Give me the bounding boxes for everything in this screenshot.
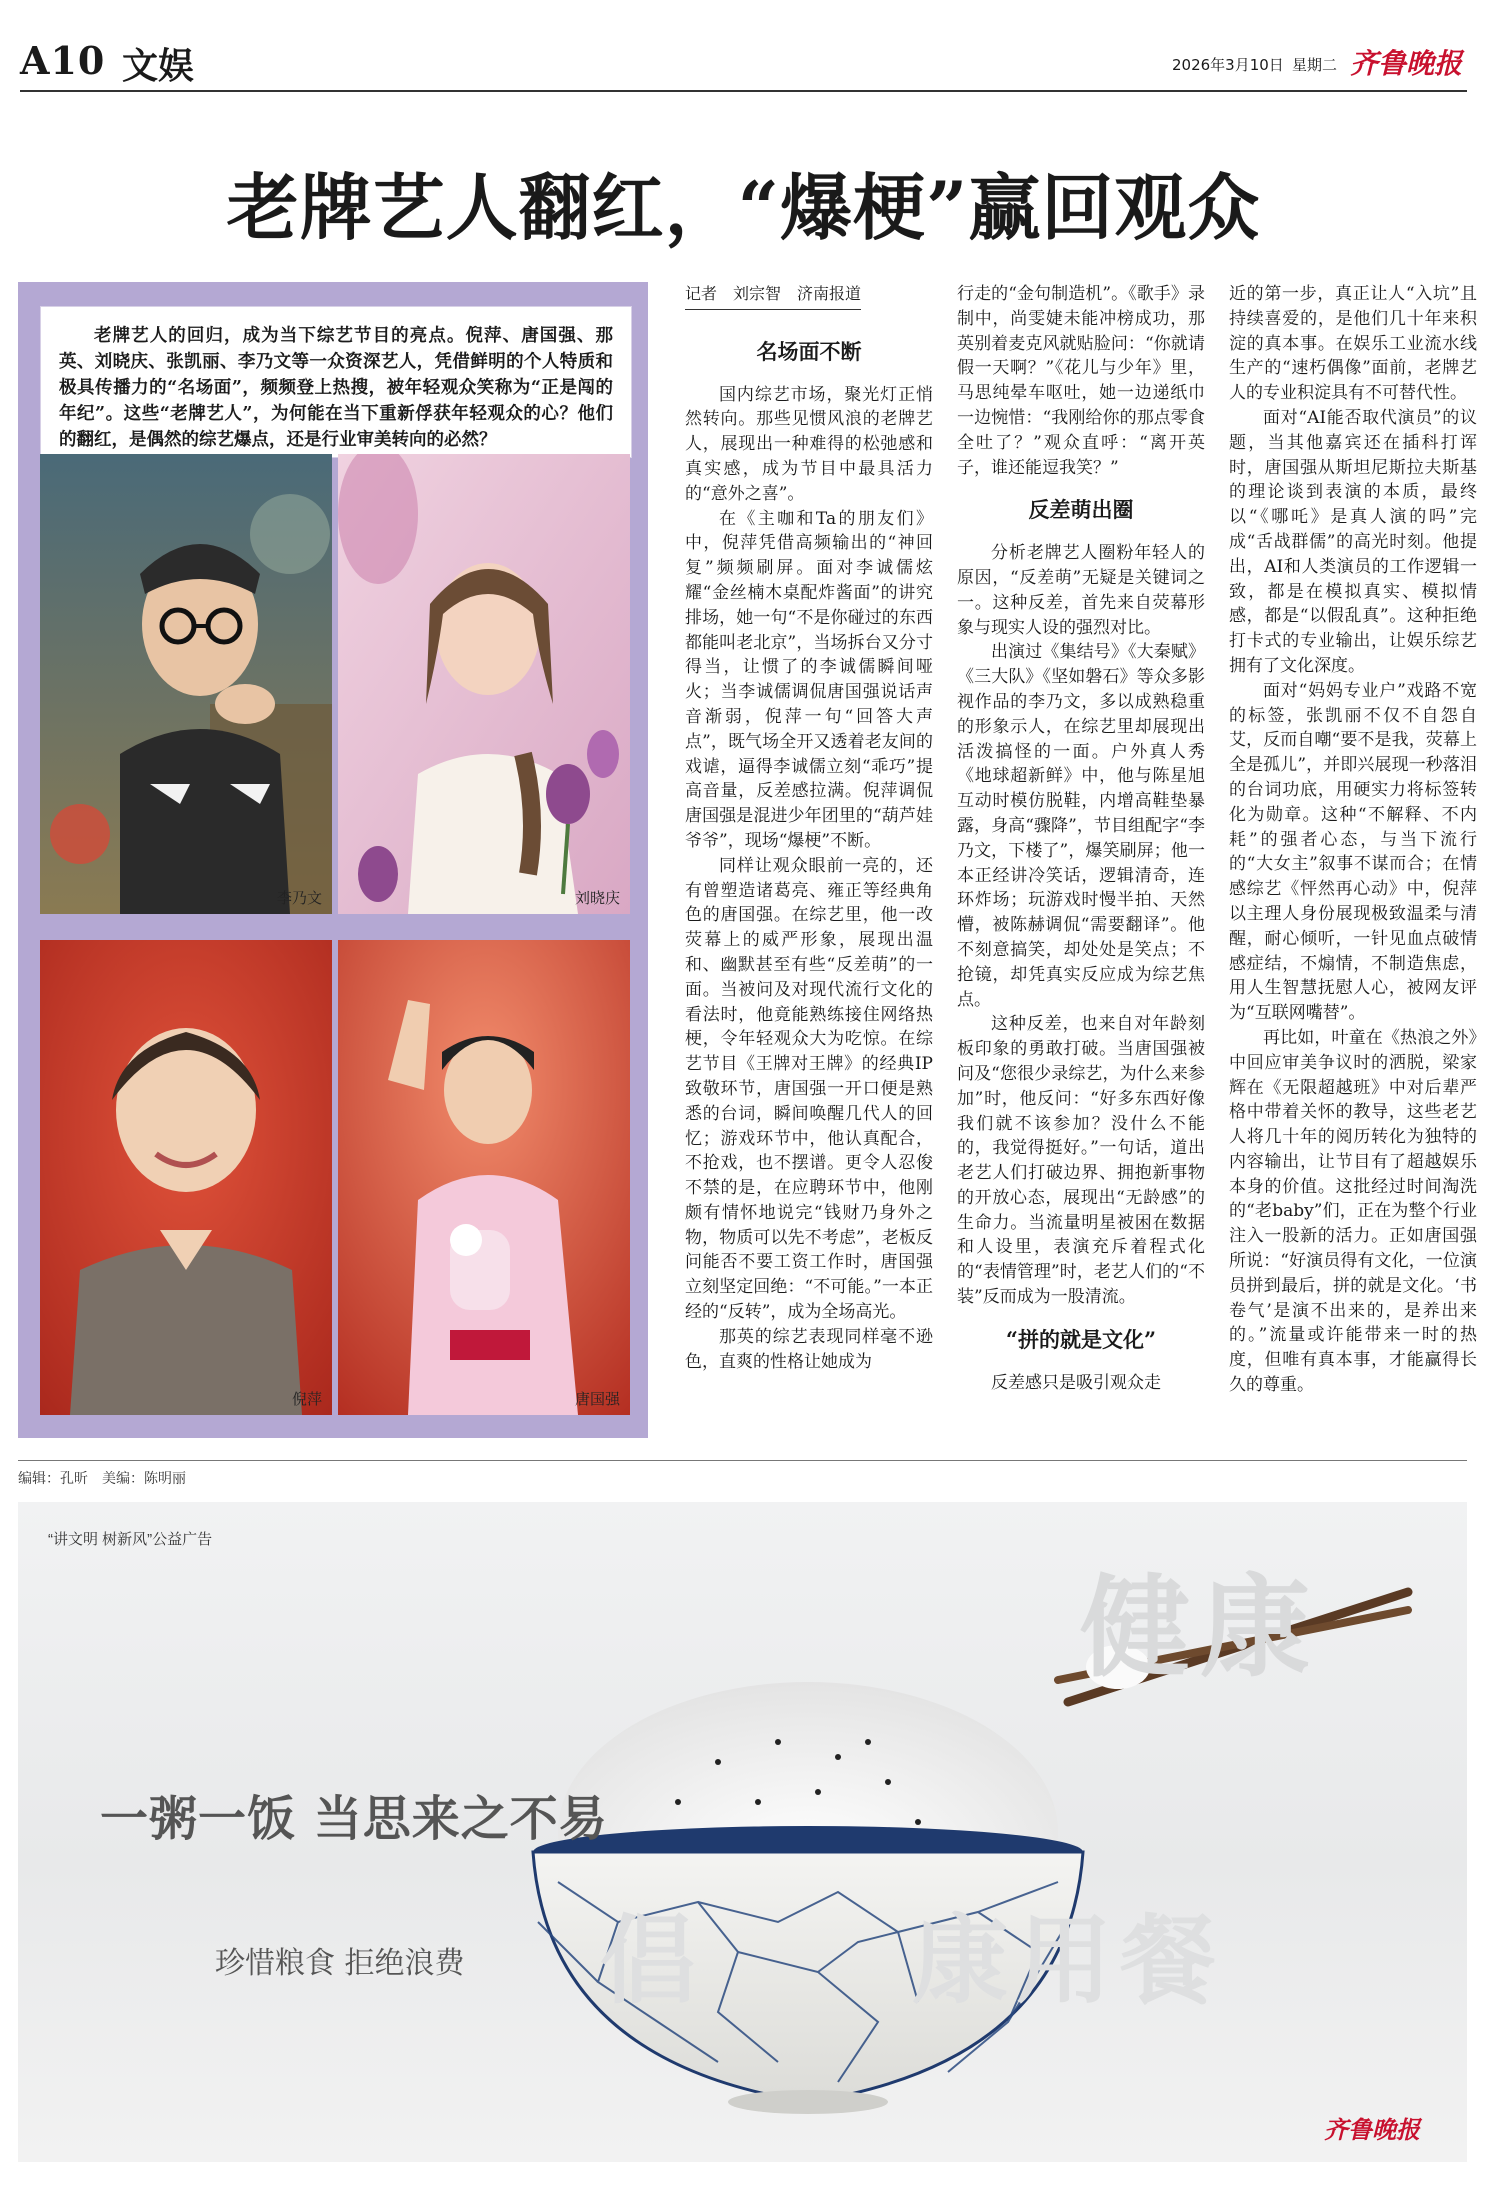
photo-ni-ping xyxy=(40,940,332,1415)
paragraph: 行走的“金句制造机”。《歌手》录制中，尚雯婕未能冲榜成功，那英别着麦克风就贴脸问：“你就请假一天啊？”《花儿与少年》里，马思纯晕车呕吐，她一边递纸巾一边惋惜：“我刚给你的那点零食全吐了？”观众直呼：“离开英子，谁还能逗我笑？” xyxy=(957,284,1205,478)
ad-slogan: 一粥一饭 当思来之不易 xyxy=(100,1791,608,1847)
ad-tag: “讲文明 树新风”公益广告 xyxy=(48,1531,213,1548)
photo-li-naiwen-image xyxy=(40,454,332,914)
paragraph: 在《主咖和Ta的朋友们》中，倪萍凭借高频输出的“神回复”频频刷屏。面对李诚儒炫耀“金丝楠木桌配炸酱面”的讲究排场，她一句“不是你碰过的东西都能叫老北京”，当场拆台又分寸得当，让惯了的李诚儒瞬间哑火；当李诚儒调侃唐国强说话声音渐弱，倪萍一句“回答大声点”，既气场全开又透着老友间的戏谑，逼得李诚儒立刻“乖巧”提高音量，反差感拉满。倪萍调侃唐国强是混进少年团里的“葫芦娃爷爷”，现场“爆梗”不断。 xyxy=(685,508,933,851)
footer-rule xyxy=(18,1460,1467,1461)
byline: 记者 刘宗智 济南报道 xyxy=(685,282,861,310)
header-rule xyxy=(20,90,1467,92)
paragraph: 近的第一步，真正让人“入坑”且持续喜爱的，是他们几十年来积淀的真本事。在娱乐工业流水线生产的“速朽偶像”面前，老牌艺人的专业积淀具有不可替代性。 xyxy=(1229,284,1477,404)
paragraph: 分析老牌艺人圈粉年轻人的原因，“反差萌”无疑是关键词之一。这种反差，首先来自荧幕形象与现实人设的强烈对比。 xyxy=(957,543,1205,638)
ad-subslogan: 珍惜粮食 拒绝浪费 xyxy=(215,1946,465,1981)
article-column-2 xyxy=(957,282,1205,1395)
paragraph: 那英的综艺表现同样毫不逊色，直爽的性格让她成为 xyxy=(685,1326,933,1372)
subhead-1: 名场面不断 xyxy=(756,338,862,364)
headline: 老牌艺人翻红，“爆梗”赢回观众 xyxy=(226,165,1261,250)
paragraph: 再比如，叶童在《热浪之外》中回应审美争议时的洒脱，梁家辉在《无限超越班》中对后辈严格中带着关怀的教导，这些老艺人将几十年的阅历转化为独特的内容输出，让节目有了超越娱乐本身的价值。这批经过时间淘洗的“老baby”们，正在为整个行业注入一股新的活力。正如唐国强所说：“好演员得有文化，一位演员拼到最后，拼的就是文化。‘书卷气’是演不出来的，是养出来的。”流量或许能带来一时的热度，但唯有真本事，才能赢得长久的尊重。 xyxy=(1229,1027,1477,1396)
photo-caption: 刘晓庆 xyxy=(574,890,620,907)
photo-liu-xiaoqing xyxy=(338,454,630,914)
intro-box xyxy=(40,306,632,458)
photo-liu-xiaoqing-image xyxy=(338,454,630,914)
editors-credit: 编辑：孔昕 美编：陈明丽 xyxy=(18,1470,186,1486)
photo-caption: 李乃文 xyxy=(276,890,322,907)
newspaper-logo: 齐鲁晚报 xyxy=(1350,47,1463,80)
photo-tang-guoqiang-image xyxy=(338,940,630,1415)
section-name: 文娱 xyxy=(122,45,195,87)
paragraph: 国内综艺市场，聚光灯正悄然转向。那些见惯风浪的老牌艺人，展现出一种难得的松弛感和真实感，成为节目中最具活力的“意外之喜”。 xyxy=(685,384,933,504)
paragraph: 同样让观众眼前一亮的，还有曾塑造诸葛亮、雍正等经典角色的唐国强。在综艺里，他一改荧幕上的威严形象，展现出温和、幽默甚至有些“反差萌”的一面。当被问及对现代流行文化的看法时，他竟能熟练接住网络热梗，令年轻观众大为吃惊。在综艺节目《王牌对王牌》的经典IP致敬环节，唐国强一开口便是熟悉的台词，瞬间唤醒几代人的回忆；游戏环节中，他认真配合，不抢戏，也不摆谱。更令人忍俊不禁的是，在应聘环节中，他刚颇有情怀地说完“钱财乃身外之物，物质可以先不考虑”，老板反问能否不要工资工作时，唐国强立刻坚定回绝：“不可能。”一本正经的“反转”，成为全场高光。 xyxy=(685,855,933,1323)
intro-text: 老牌艺人的回归，成为当下综艺节目的亮点。倪萍、唐国强、那英、刘晓庆、张凯丽、李乃文等一众资深艺人，凭借鲜明的个人特质和极具传播力的“名场面”，频频登上热搜，被年轻观众笑称为“正是闯的年纪”。这些“老牌艺人”，为何能在当下重新俘获年轻观众的心？他们的翻红，是偶然的综艺爆点，还是行业审美转向的必然？ xyxy=(59,326,613,450)
paragraph: 面对“AI能否取代演员”的议题，当其他嘉宾还在插科打诨时，唐国强从斯坦尼斯拉夫斯基的理论谈到表演的本质，最终以“《哪吒》是真人演的吗”完成“舌战群儒”的高光时刻。他提出，AI和人类演员的工作逻辑一致，都是在模拟真实、模拟情感，都是“以假乱真”。这种拒绝打卡式的专业输出，让娱乐综艺拥有了文化深度。 xyxy=(1229,407,1477,676)
article-column-1 xyxy=(685,282,933,1374)
photo-caption: 倪萍 xyxy=(291,1391,322,1408)
page-number: A10 xyxy=(20,38,106,83)
photo-caption: 唐国强 xyxy=(574,1391,620,1408)
photo-li-naiwen xyxy=(40,454,332,914)
ad-watermark-text-2: 倡 康用餐 xyxy=(600,1904,1224,2017)
article-column-3 xyxy=(1229,282,1477,1398)
paragraph: 反差感只是吸引观众走 xyxy=(991,1372,1161,1393)
paragraph: 出演过《集结号》《大秦赋》《三大队》《坚如磐石》等众多影视作品的李乃文，多以成熟稳重的形象示人，在综艺里却展现出活泼搞怪的一面。户外真人秀《地球超新鲜》中，他与陈星旭互动时模仿脱鞋，内增高鞋垫暴露，身高“骤降”，节目组配字“李乃文，下楼了”，爆笑刷屏；他一本正经讲冷笑话，逻辑清奇，连环炸场；玩游戏时慢半拍、天然懵，被陈赫调侃“需要翻译”。他不刻意搞笑，却处处是笑点；不抢镜，却凭真实反应成为综艺焦点。 xyxy=(957,642,1205,1010)
issue-date: 2026年3月10日 xyxy=(1172,56,1284,74)
ad-newspaper-logo: 齐鲁晚报 xyxy=(1324,2115,1420,2144)
paragraph: 面对“妈妈专业户”戏路不宽的标签，张凯丽不仅不自怨自艾，反而自嘲“要不是我，荧幕上全是孤儿”，并即兴展现一秒落泪的台词功底，用硬实力将标签转化为勋章。这种“不解释、不内耗”的强者心态，与当下流行的“大女主”叙事不谋而合；在情感综艺《怦然再心动》中，倪萍以主理人身份展现极致温柔与清醒，耐心倾听，一针见血点破情感症结，不煽情，不制造焦虑，用人生智慧抚慰人心，被网友评为“互联网嘴替”。 xyxy=(1229,680,1477,1024)
issue-weekday: 星期二 xyxy=(1292,56,1338,74)
paragraph: 这种反差，也来自对年龄刻板印象的勇敢打破。当唐国强被问及“您很少录综艺，为什么来参加”时，他反问：“好多东西好像我们就不该参加？没什么不能的，我觉得挺好。”一句话，道出老艺人们打破边界、拥抱新事物的开放心态，展现出“无龄感”的生命力。当流量明星被困在数据和人设里，表演充斥着程式化的“表情管理”时，老艺人们的“不装”反而成为一股清流。 xyxy=(957,1014,1205,1308)
subhead-3: “拼的就是文化” xyxy=(1005,1326,1157,1352)
photo-tang-guoqiang xyxy=(338,940,630,1415)
ad-watermark-text: 健康 xyxy=(1080,1563,1320,1692)
subhead-2: 反差萌出圈 xyxy=(1028,497,1134,523)
photo-ni-ping-image xyxy=(40,940,332,1415)
